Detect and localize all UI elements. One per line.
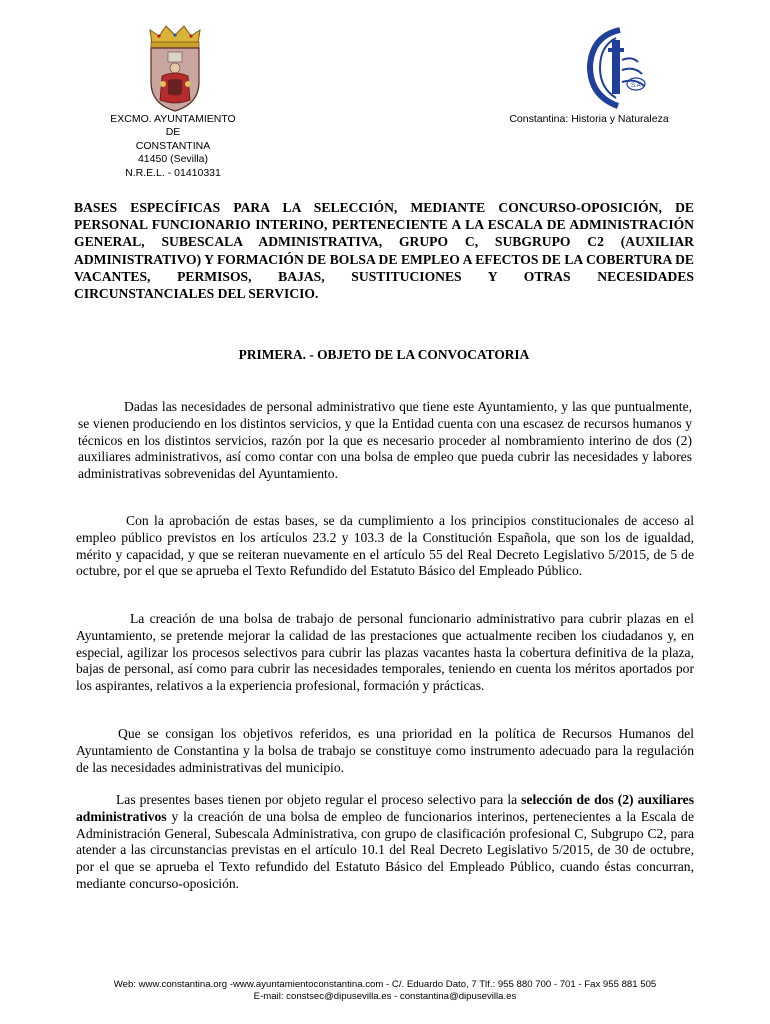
council-line: N.R.E.L. - 01410331 [125,166,221,179]
paragraph-text: Las presentes bases tienen por objeto regular el proceso selectivo para la [116,792,522,807]
paragraph [76,726,694,776]
paragraph-text: y la creación de una bolsa de empleo de funcionarios interinos, pertenecientes a la Escala de Administración General, Subescala Administrativa, con grupo de clasificación profesional C, Subgrupo C2, para atender a las circunstancias previstas en el artículo 10.1 del Real Decreto Legislativo 5/2015, de 30 de octubre, por el que se aprueba el Texto refundido del Estatuto Básico del Empleado Público, cuando éstas concurran, mediante concurso-oposición. [76,808,694,891]
emblem-text: S.A [631,83,641,89]
historia-naturaleza-emblem-icon [582,26,648,110]
footer-email-line: E-mail: constsec@dipusevilla.es - constantina@dipusevilla.es [253,991,517,1003]
paragraph [78,399,692,483]
document-title: BASES ESPECÍFICAS PARA LA SELECCIÓN, MEDIANTE CONCURSO-OPOSICIÓN, DE PERSONAL FUNCIONARIO INTERINO, PERTENECIENTE A LA ESCALA DE ADMINISTRACIÓN GENERAL, SUBESCALA ADMINISTRATIVA, GRUPO C, SUBGRUPO C2 (AUXILIAR ADMINISTRATIVO) Y FORMACIÓN DE BOLSA DE EMPLEO A EFECTOS DE LA COBERTURA DE VACANTES, PERMISOS, BAJAS, SUSTITUCIONES Y OTRAS NECESIDADES CIRCUNSTANCIALES DEL SERVICIO. [74,200,694,302]
slogan: Constantina: Historia y Naturaleza [509,113,669,125]
council-line: 41450 (Sevilla) [137,153,209,166]
council-line: EXCMO. AYUNTAMIENTO [110,113,236,125]
council-address-block [92,113,254,180]
council-line: CONSTANTINA [135,139,211,152]
paragraph [76,611,694,695]
paragraph [76,792,694,893]
council-line: DE [165,126,181,139]
paragraph-bold-text: selección de dos (2) auxiliares administrativos [76,792,694,824]
municipal-coat-of-arms-icon [144,24,206,112]
footer-contact-line: Web: www.constantina.org -www.ayuntamientoconstantina.com - C/. Eduardo Dato, 7 Tlf.: 955 880 700 - 701 - Fax 955 881 505 [113,979,657,990]
paragraph-text: Dadas las necesidades de personal administrativo que tiene este Ayuntamiento, y las que puntualmente, se vienen produciendo en los distintos servicios, y que la Entidad cuenta con una escasez de recursos humanos y técnicos en los distintos servicios, razón por la que es necesario proceder al nombramiento interino de dos (2) auxiliares administrativos, así como contar con una bolsa de empleo que pueda cubrir las necesidades y labores administrativas sobrevenidas del Ayuntamiento. [78,399,692,482]
paragraph-text: Que se consigan los objetivos referidos, es una prioridad en la política de Recursos Humanos del Ayuntamiento de Constantina y la bolsa de trabajo se constituye como instrumento adecuado para la regulación de las necesidades administrativas del municipio. [76,726,694,775]
paragraph [76,513,694,580]
paragraph-text: Con la aprobación de estas bases, se da cumplimiento a los principios constitucionales de acceso al empleo público previstos en los artículos 23.2 y 103.3 de la Constitución Española, que son los de igualdad, mérito y capacidad, y que se reiteran nuevamente en el artículo 55 del Real Decreto Legislativo 5/2015, de 5 de octubre, por el que se aprueba el Texto Refundido del Estatuto Básico del Empleado Público. [76,513,694,579]
paragraph-text: La creación de una bolsa de trabajo de personal funcionario administrativo para cubrir plazas en el Ayuntamiento, se pretende mejorar la calidad de las prestaciones que actualmente reciben los ciudadanos y, en especial, agilizar los procesos selectivos para cubrir las plazas vacantes hasta la cobertura definitiva de la plaza, bajas de personal, así como para cubrir las necesidades temporales, teniendo en cuenta los méritos aportados por los aspirantes, relativos a la experiencia profesional, formación y prácticas. [76,611,694,694]
section-heading: PRIMERA. - OBJETO DE LA CONVOCATORIA [238,347,530,362]
footer [60,979,710,1003]
